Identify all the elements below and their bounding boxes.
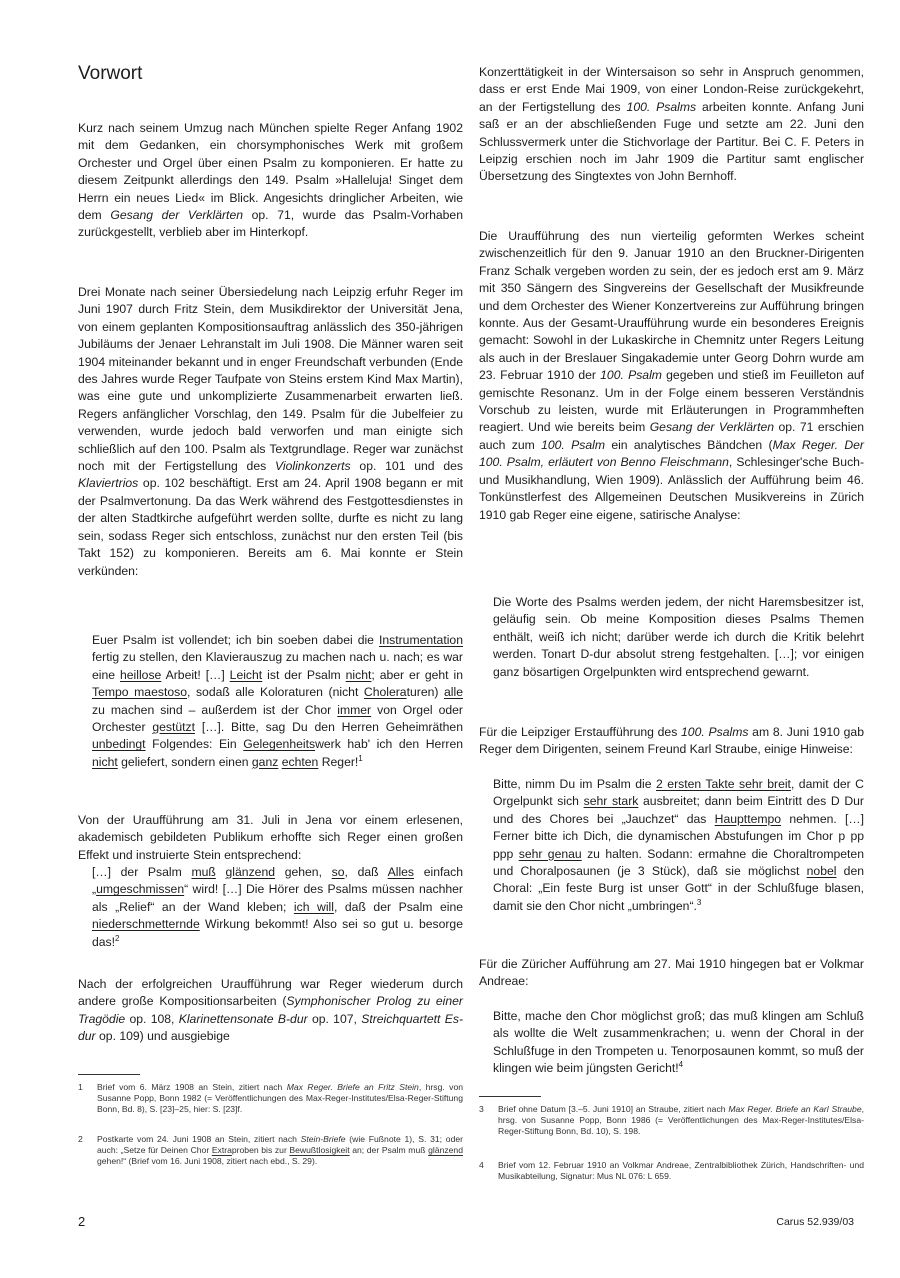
footnote-number: 1	[78, 1082, 83, 1092]
catalog-number: Carus 52.939/03	[776, 1216, 854, 1228]
footnote-divider	[479, 1096, 541, 1097]
block-quote: Bitte, mache den Chor möglichst groß; das muß klingen am Schluß als wollte die Welt zusammenkrachen; u. wenn der Choral in der Schlußfuge in den Trompeten u. Tenorposaunen kommt, so muß der klingen wie beim jüngsten Gericht!$^4$	[493, 1009, 864, 1076]
footnote: 1 Brief vom 6. März 1908 an Stein, zitiert nach Max Reger. Briefe an Fritz Stein, hrsg. von Susanne Popp, Bonn 1982 (= Veröffentlichungen des Max-Reger-Institutes/Elsa-Reger-Stiftung Bonn, Bd. 8), S. [23]–25, hier: S. [23]f.	[78, 1082, 464, 1115]
footnote: 2 Postkarte vom 24. Juni 1908 an Stein, zitiert nach Stein-Briefe (wie Fußnote 1), S. 31; oder auch: „Setze für Deinen Chor Extraproben bis zur Bewußtlosigkeit an; der Psalm muß glänzend gehen!“ (Brief vom 16. Juni 1908, zitiert nach ebd., S. 29).	[78, 1134, 463, 1167]
footnote-ref[interactable]: 4	[678, 1060, 684, 1070]
footnote: 3 Brief ohne Datum [3.–5. Juni 1910] an Straube, zitiert nach Max Reger. Briefe an Karl Straube, hrsg. von Susanne Popp, Bonn 1986 (= Veröffentlichungen des Max-Reger-Institutes/Elsa-Reger-Stiftung Bonn, Bd. 10), S. 198.	[479, 1104, 864, 1137]
paragraph: Kurz nach seinem Umzug nach München spielte Reger Anfang 1902 mit dem Gedanken, ein chorsymphonisches Werk mit großem Orchester und Orgel über einen Psalm zu komponieren. Er hatte zu diesem Zeitpunkt allerdings den 149. Psalm »Halleluja! Singet dem Herrn ein neues Lied« im Blick. Angesichts dringlicher Arbeiten, wie dem Gesang der Verklärten op. 71, wurde das Psalm-Vorhaben zurückgestellt, verblieb aber im Hinterkopf.	[78, 121, 463, 240]
footnote-divider	[78, 1074, 140, 1075]
paragraph: Drei Monate nach seiner Übersiedelung nach Leipzig erfuhr Reger im Juni 1907 durch Fritz Stein, dem Musikdirektor der Universität Jena, von einem geplanten Kompositionsauftrag anlässlich des 350-jährigen Jubiläums der Jenaer Lehranstalt im Juli 1908. Die Männer waren seit 1904 miteinander bekannt und in enger Freundschaft verbunden (Ende des Jahres wurde Reger Taufpate von Steins erstem Kind Max Martin), was eine gute und unkomplizierte Zusammenarbeit erwarten ließ. Regers anfänglicher Vorschlag, den 149. Psalm für die Jubelfeier zu verwenden, wurde jedoch bald verworfen und man einigte sich schließlich auf den 100. Psalm als Textgrundlage. Reger war zunächst noch mit der Fertigstellung des Violinkonzerts op. 101 und des Klaviertrios op. 102 beschäftigt. Erst am 24. April 1908 begann er mit der Psalmvertonung. Da das Werk während des Festgottesdienstes in der alten Stadtkirche aufgeführt werden sollte, durfte es nicht zu lang sein, sodass Reger sich entschloss, zunächst nur den ersten Teil (bis Takt 152) zu komponieren. Bereits am 6. Mai konnte er Stein verkünden:	[78, 285, 464, 578]
paragraph: Für die Leipziger Erstaufführung des 100. Psalms am 8. Juni 1910 gab Reger dem Dirigenten, seinem Freund Karl Straube, einige Hinweise:	[479, 725, 864, 757]
block-quote: Euer Psalm ist vollendet; ich bin soeben dabei die Instrumentation fertig zu stellen, den Klavierauszug zu machen nach u. nach; es war eine heillose Arbeit! […] Leicht ist der Psalm nicht; aber er geht in Tempo maestoso, sodaß alle Koloraturen (nicht Choleraturen) alle zu machen sind – außerdem ist der Chor immer von Orgel oder Orchester gestützt […]. Bitte, sag Du den Herren Geheimräthen unbedingt Folgendes: Ein Gelegenheitswerk hab' ich den Herren nicht geliefert, sondern einen ganz echten Reger!$^1$	[92, 633, 464, 769]
paragraph: Die Uraufführung des nun vierteilig geformten Werkes scheint zwischenzeitlich für den 9. Januar 1910 an den Bruckner-Dirigenten Franz Schalk vergeben worden zu sein, der es jedoch erst am 9. März mit 350 Sängern des Singvereins der Gesellschaft der Musikfreunde und dem Orchester des Wiener Konzertvereins zur Aufführung bringen konnte. Aus der Gesamt-Uraufführung wurde ein besonderes Ereignis gemacht: Sowohl in der Lukaskirche in Chemnitz unter Regers Leitung als auch in der Breslauer Singakademie unter Georg Dohrn wurde am 23. Februar 1910 der 100. Psalm gegeben und stieß im Feuilleton auf gemischte Resonanz. Um in der Folge einem besseren Verständnis Vorschub zu leisten, wurde mit Erläuterungen in Programmheften reagiert. Und wie bereits beim Gesang der Verklärten op. 71 erschien auch zum 100. Psalm ein analytisches Bändchen (Max Reger. Der 100. Psalm, erläutert von Benno Fleischmann, Schlesinger'sche Buch- und Musikhandlung, Wien 1909). Anlässlich der Aufführung beim 46. Tonkünstlerfest des Allgemeinen Deutschen Musikvereins in Zürich 1910 gab Reger eine eigene, satirische Analyse:	[479, 229, 865, 522]
block-quote: […] der Psalm muß glänzend gehen, so, daß Alles einfach „umgeschmissen“ wird! […] Die Hörer des Psalms müssen nachher als „Relief“ an der Wand kleben; ich will, daß der Psalm eine niederschmetternde Wirkung bekommt! Also sei so gut u. besorge das!$^2$	[92, 865, 464, 949]
footnote-number: 2	[78, 1134, 83, 1144]
paragraph: Für die Züricher Aufführung am 27. Mai 1910 hingegen bat er Volkmar Andreae:	[479, 957, 864, 989]
footnote-number: 4	[479, 1160, 484, 1170]
footnote-ref[interactable]: 3	[696, 897, 702, 907]
footnote-ref[interactable]: 2	[115, 933, 120, 943]
footnote: 4 Brief vom 12. Februar 1910 an Volkmar Andreae, Zentralbibliothek Zürich, Handschriften- und Musikabteilung, Signatur: Mus NL 076: L 659.	[479, 1160, 864, 1182]
block-quote: Die Worte des Psalms werden jedem, der nicht Haremsbesitzer ist, geläufig sein. Ob meine Komposition dieses Psalms Themen enthält, weiß ich nicht; darüber werde ich durch die Kritik belehrt werden. Tonart D-dur absolut streng festgehalten. […]; vor einigen ganz bösartigen Orgelpunkten wird entsprechend gewarnt.	[493, 595, 864, 679]
page-title: Vorwort	[78, 63, 143, 84]
footnote-number: 3	[479, 1104, 484, 1114]
paragraph: Von der Uraufführung am 31. Juli in Jena vor einem erlesenen, akademisch gebildeten Publikum erhoffte sich Reger einen großen Effekt und instruierte Stein entsprechend:	[78, 813, 463, 862]
block-quote: Bitte, nimm Du im Psalm die 2 ersten Takte sehr breit, damit der C Orgelpunkt sich sehr stark ausbreitet; dann beim Eintritt des D Dur und des Chores bei „Jauchzet“ das Haupttempo nehmen. […] Ferner bitte ich Dich, die dynamischen Abstufungen im Chor p pp ppp sehr genau zu halten. Sodann: ermahne die Choraltrompeten und Choralposaunen (je 3 Stück), daß sie möglichst nobel den Choral: „Ein feste Burg ist unser Gott“ in der Schlußfuge blasen, damit sie den Chor nicht „umbringen“.$^3$	[493, 777, 864, 913]
paragraph: Konzerttätigkeit in der Wintersaison so sehr in Anspruch genommen, dass er erst Ende Mai 1909, von einer London-Reise zurückgekehrt, an der Fertigstellung des 100. Psalms arbeiten konnte. Anfang Juni saß er an der abschließenden Fuge und setzte am 22. Juni den Schlussvermerk unter die Stichvorlage der Partitur. Bei C. F. Peters in Leipzig erschien noch im Jahr 1909 die Partitur samt englischer Übersetzung des Singtextes von John Bernhoff.	[479, 65, 865, 184]
footnote-ref[interactable]: 1	[358, 753, 363, 763]
paragraph: Nach der erfolgreichen Uraufführung war Reger wiederum durch andere große Kompositionsarbeiten (Symphonischer Prolog zu einer Tragödie op. 108, Klarinettensonate B-dur op. 107, Streichquartett Es-dur op. 109) und ausgiebige	[78, 977, 464, 1044]
page-number: 2	[78, 1214, 86, 1229]
